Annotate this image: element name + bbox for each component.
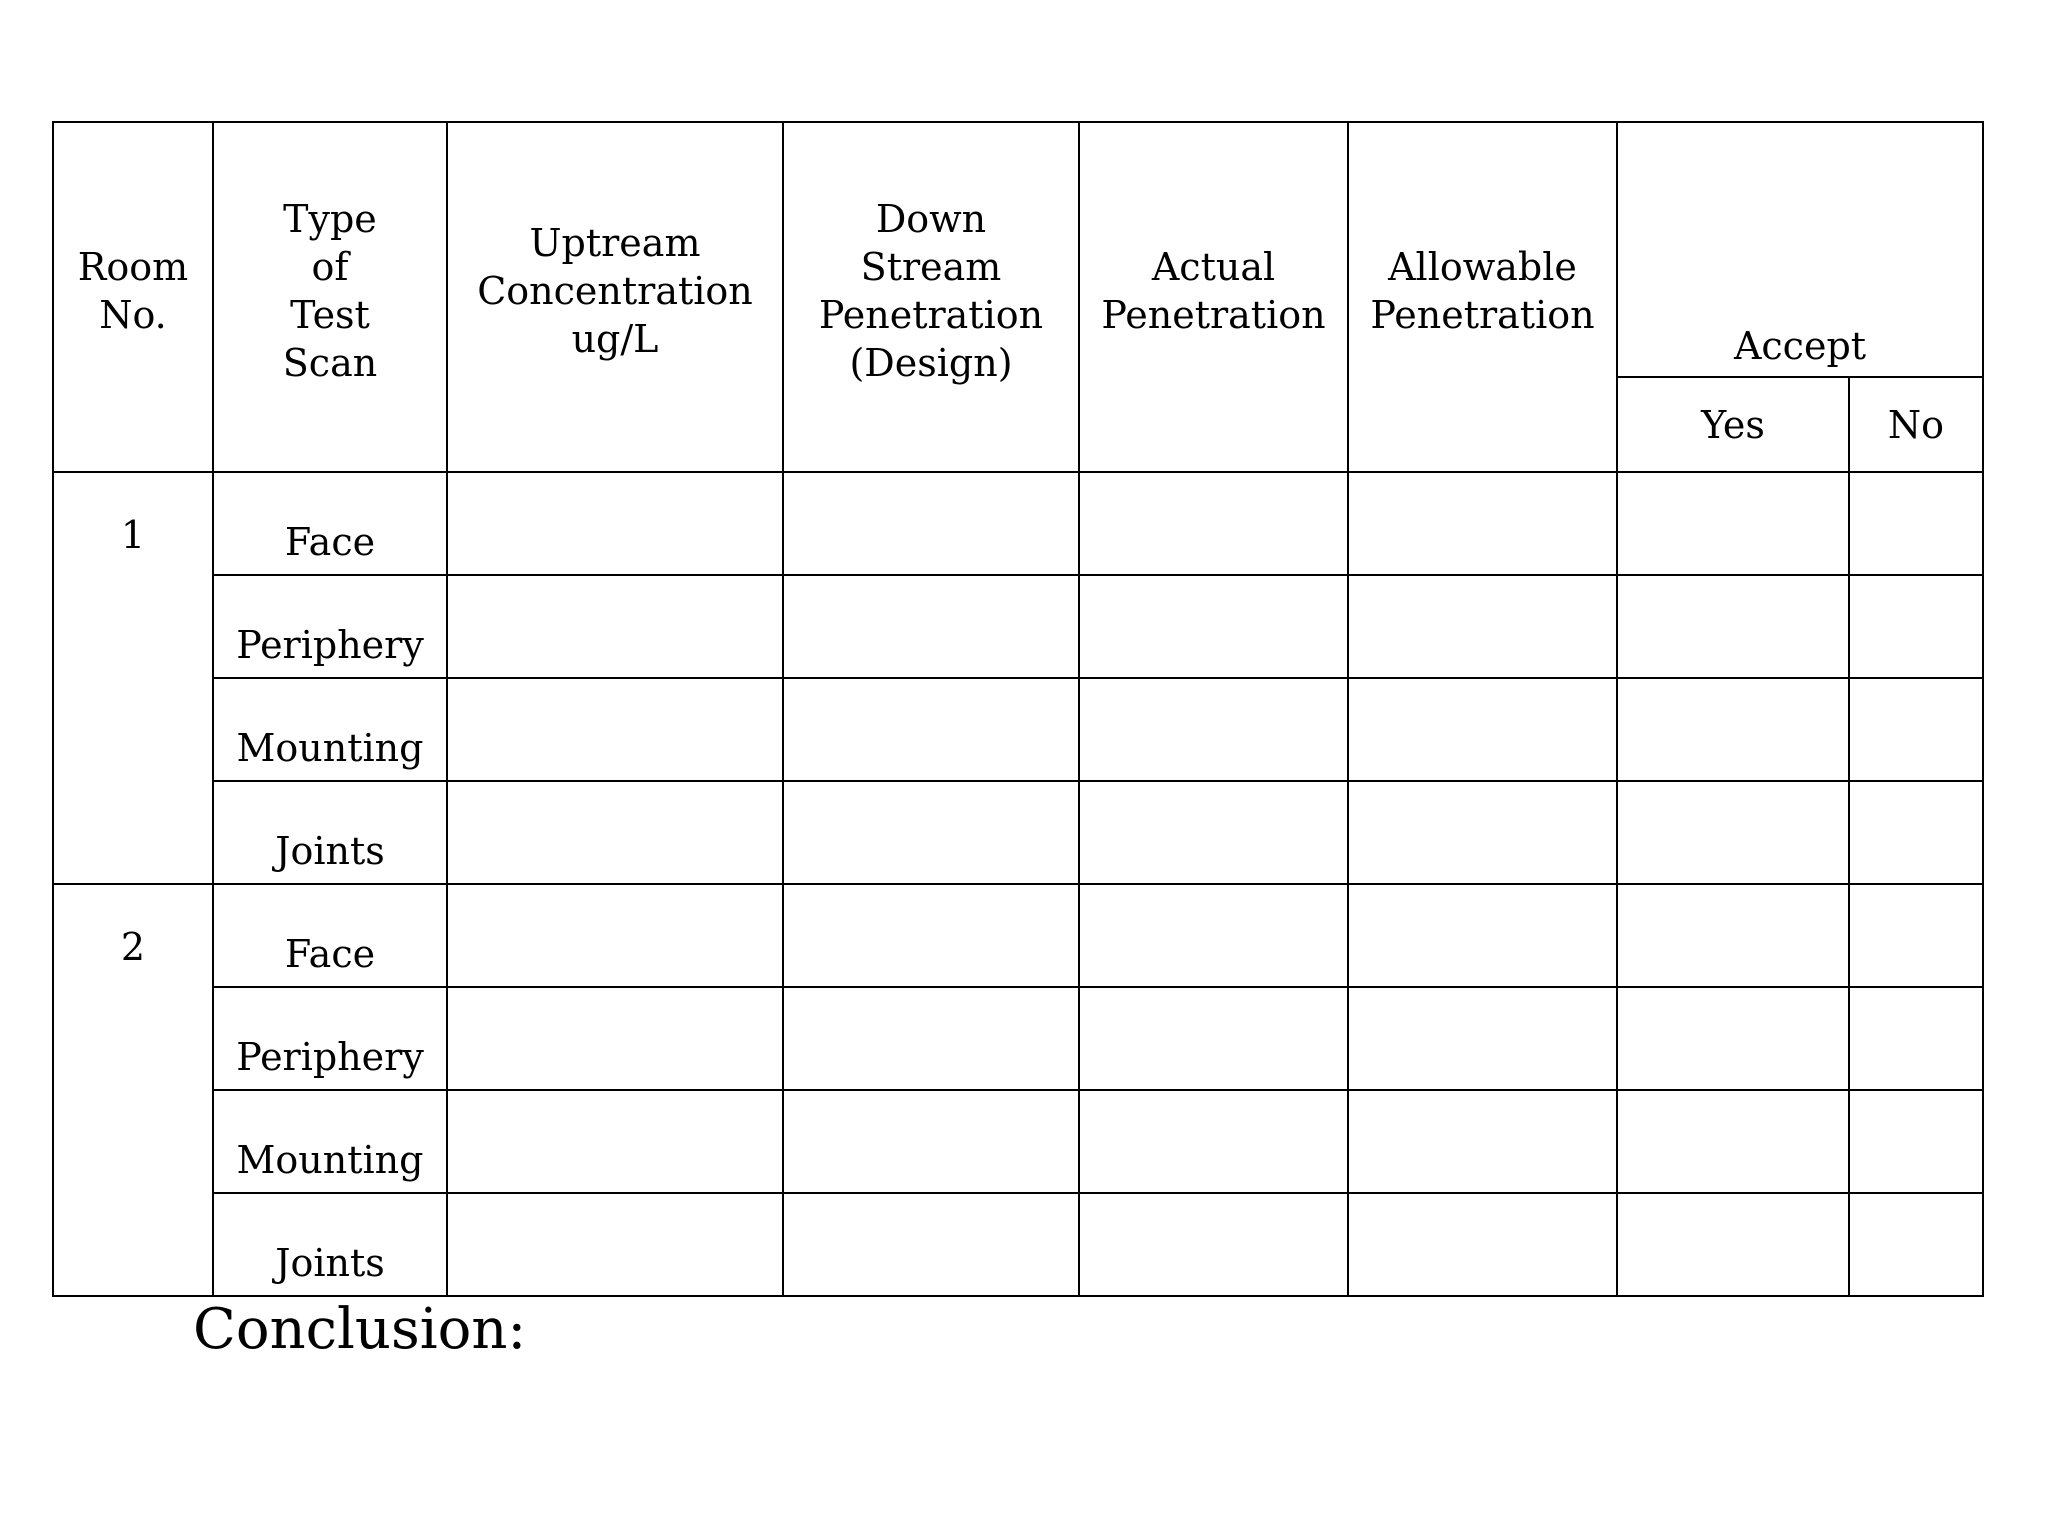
scan-type-cell: Face: [213, 472, 447, 575]
downstream-penetration-cell[interactable]: [783, 884, 1079, 987]
header-downstream-penetration: Down Stream Penetration (Design): [783, 122, 1079, 472]
accept-no-cell[interactable]: [1849, 884, 1983, 987]
actual-penetration-cell[interactable]: [1079, 1193, 1348, 1296]
allowable-penetration-cell[interactable]: [1348, 884, 1617, 987]
header-accept: Accept: [1617, 122, 1983, 377]
scan-type-cell: Periphery: [213, 987, 447, 1090]
upstream-concentration-cell[interactable]: [447, 678, 783, 781]
scan-type-cell: Mounting: [213, 678, 447, 781]
actual-penetration-cell[interactable]: [1079, 1090, 1348, 1193]
table-row: [53, 781, 1983, 884]
header-actual-penetration: Actual Penetration: [1079, 122, 1348, 472]
table-row: [53, 678, 1983, 781]
upstream-concentration-cell[interactable]: [447, 472, 783, 575]
actual-penetration-cell[interactable]: [1079, 678, 1348, 781]
accept-yes-cell[interactable]: [1617, 987, 1849, 1090]
upstream-concentration-cell[interactable]: [447, 884, 783, 987]
accept-yes-cell[interactable]: [1617, 678, 1849, 781]
room-number-cell: 2: [53, 884, 213, 1296]
upstream-concentration-cell[interactable]: [447, 575, 783, 678]
header-accept-yes: Yes: [1617, 377, 1849, 472]
actual-penetration-cell[interactable]: [1079, 575, 1348, 678]
header-type-of-test-scan: Type of Test Scan: [213, 122, 447, 472]
scan-type-cell: Periphery: [213, 575, 447, 678]
downstream-penetration-cell[interactable]: [783, 781, 1079, 884]
allowable-penetration-cell[interactable]: [1348, 1193, 1617, 1296]
table-row: [53, 575, 1983, 678]
upstream-concentration-cell[interactable]: [447, 781, 783, 884]
header-upstream-concentration: Uptream Concentration ug/L: [447, 122, 783, 472]
accept-no-cell[interactable]: [1849, 1090, 1983, 1193]
table-row: [53, 884, 1983, 987]
filter-test-table: [52, 121, 1984, 1297]
downstream-penetration-cell[interactable]: [783, 1090, 1079, 1193]
downstream-penetration-cell[interactable]: [783, 678, 1079, 781]
header-allowable-penetration: Allowable Penetration: [1348, 122, 1617, 472]
allowable-penetration-cell[interactable]: [1348, 1090, 1617, 1193]
allowable-penetration-cell[interactable]: [1348, 987, 1617, 1090]
table-row: [53, 1090, 1983, 1193]
scan-type-cell: Joints: [213, 1193, 447, 1296]
accept-yes-cell[interactable]: [1617, 1193, 1849, 1296]
accept-yes-cell[interactable]: [1617, 575, 1849, 678]
upstream-concentration-cell[interactable]: [447, 1193, 783, 1296]
accept-no-cell[interactable]: [1849, 678, 1983, 781]
header-accept-no: No: [1849, 377, 1983, 472]
upstream-concentration-cell[interactable]: [447, 987, 783, 1090]
accept-no-cell[interactable]: [1849, 1193, 1983, 1296]
actual-penetration-cell[interactable]: [1079, 884, 1348, 987]
allowable-penetration-cell[interactable]: [1348, 678, 1617, 781]
accept-yes-cell[interactable]: [1617, 781, 1849, 884]
room-number-cell: 1: [53, 472, 213, 884]
accept-yes-cell[interactable]: [1617, 1090, 1849, 1193]
allowable-penetration-cell[interactable]: [1348, 781, 1617, 884]
table-row: [53, 472, 1983, 575]
scan-type-cell: Face: [213, 884, 447, 987]
downstream-penetration-cell[interactable]: [783, 1193, 1079, 1296]
accept-no-cell[interactable]: [1849, 575, 1983, 678]
accept-no-cell[interactable]: [1849, 987, 1983, 1090]
scan-type-cell: Mounting: [213, 1090, 447, 1193]
actual-penetration-cell[interactable]: [1079, 472, 1348, 575]
accept-yes-cell[interactable]: [1617, 884, 1849, 987]
scan-type-cell: Joints: [213, 781, 447, 884]
upstream-concentration-cell[interactable]: [447, 1090, 783, 1193]
downstream-penetration-cell[interactable]: [783, 575, 1079, 678]
actual-penetration-cell[interactable]: [1079, 987, 1348, 1090]
conclusion-label: Conclusion:: [193, 1297, 527, 1362]
downstream-penetration-cell[interactable]: [783, 472, 1079, 575]
accept-no-cell[interactable]: [1849, 472, 1983, 575]
accept-no-cell[interactable]: [1849, 781, 1983, 884]
accept-yes-cell[interactable]: [1617, 472, 1849, 575]
downstream-penetration-cell[interactable]: [783, 987, 1079, 1090]
table-row: [53, 1193, 1983, 1296]
table-row: [53, 987, 1983, 1090]
actual-penetration-cell[interactable]: [1079, 781, 1348, 884]
allowable-penetration-cell[interactable]: [1348, 472, 1617, 575]
allowable-penetration-cell[interactable]: [1348, 575, 1617, 678]
header-room-no: Room No.: [53, 122, 213, 472]
